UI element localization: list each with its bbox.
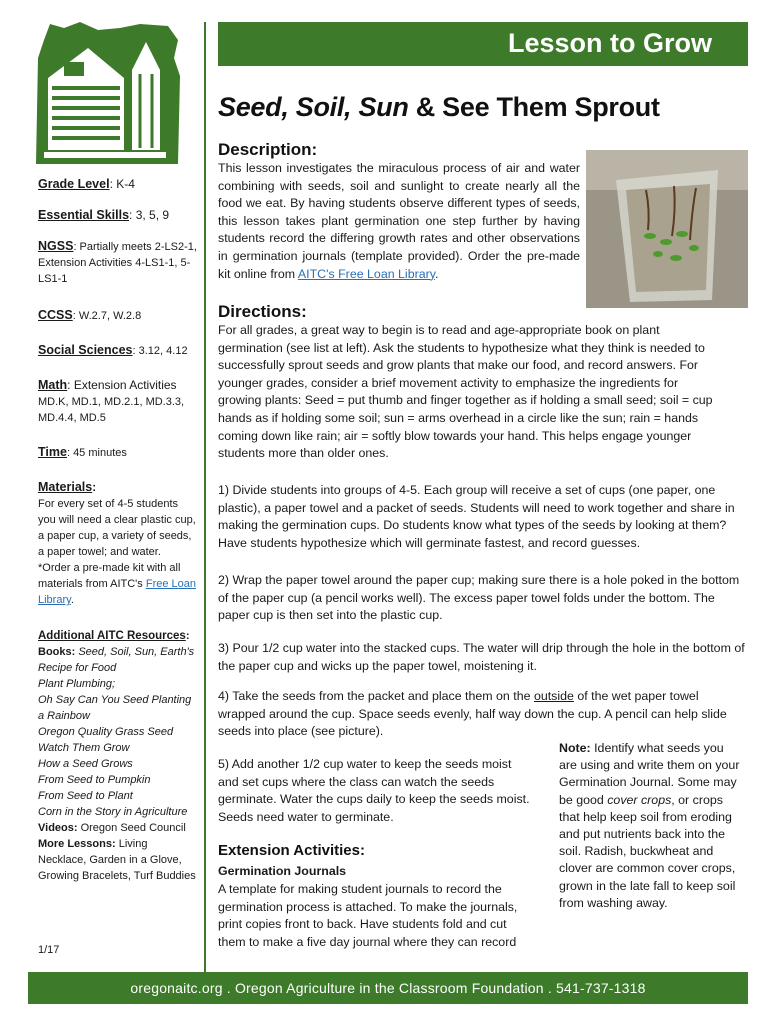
aitc-free-loan-library-link[interactable]: AITC's Free Loan Library xyxy=(297,266,435,281)
social-sciences: Social Sciences: 3.12, 4.12 xyxy=(38,343,188,357)
essential-skills: Essential Skills: 3, 5, 9 xyxy=(38,208,170,222)
directions-step-4: 4) Take the seeds from the packet and place them on the outside of the wet paper towel wrapped around the cup. Space seeds evenly, half way down the cup. A pencil can help slide seeds into place (see picture). xyxy=(218,689,727,739)
page-number: 1/17 xyxy=(38,944,60,956)
sidebar xyxy=(38,176,198,884)
grade-level: Grade Level: K-4 xyxy=(38,177,135,191)
ngss-standards: NGSS: Partially meets 2-LS2-1, Extension Activities 4-LS1-1, 5-LS1-1 xyxy=(38,239,197,285)
oregon-barn-logo xyxy=(28,18,198,168)
lesson-title-italic: Seed, Soil, Sun xyxy=(218,92,409,122)
math-standards: Math: Extension Activities MD.K, MD.1, MD.2.1, MD.3.3, MD.4.4, MD.5 xyxy=(38,378,185,424)
directions-step-5: 5) Add another 1/2 cup water to keep the seeds moist and set cups where the class can watch the seeds germinate. Water the cups daily to keep the seeds moist. Seeds need water to germinate. xyxy=(218,757,530,824)
description-heading: Description: xyxy=(218,140,318,159)
description-text: This lesson investigates the miraculous process of air and water combining with seeds, soil and sunlight to create nearly all the food we eat. By having students observe different types of seeds, this lesson takes plant germination one step further by having students record the differing growth rates and other observations in germination journals (template provided). Order the pre-made kit online from AITC's Free Loan Library. xyxy=(218,161,580,281)
lesson-title-rest: & See Them Sprout xyxy=(408,92,660,122)
note-box: Note: Identify what seeds you are using and write them on your Germination Journal. Some may be good cover crops, or crops that help keep soil from eroding and put nutrients back into the soil. Radish, buckwheat and clover are common cover crops, grown in the late fall to keep soil from washing away. xyxy=(546,738,746,938)
footer-bar: oregonaitc.org . Oregon Agriculture in the Classroom Foundation . 541-737-1318 xyxy=(28,972,748,1004)
ccss-standards: CCSS: W.2.7, W.2.8 xyxy=(38,308,142,322)
germination-cup-photo xyxy=(586,150,748,308)
directions-step-2: 2) Wrap the paper towel around the paper cup; making sure there is a hole poked in the bottom of the paper cup (a pencil works well). The excess paper towel folds under the bottom. The paper cup is then set into the plastic cup. xyxy=(218,573,740,623)
directions-step-3: 3) Pour 1/2 cup water into the stacked cups. The water will drip through the hole in the bottom of the paper cup and wicks up the paper towel, moistening it. xyxy=(218,641,745,673)
time-required: Time: 45 minutes xyxy=(38,445,127,459)
sidebar-divider xyxy=(204,22,206,972)
directions-step-1: 1) Divide students into groups of 4-5. Each group will receive a set of cups (one paper, one plastic), a paper towel and a packet of seeds. Students will need to work together and share in making the germination cups. Do students know what types of the seeds by looking at them? Have students hypothesize which will germinate fastest, and record guesses. xyxy=(218,483,735,550)
lesson-title xyxy=(218,92,660,123)
banner-title: Lesson to Grow xyxy=(507,28,712,58)
lesson-banner xyxy=(218,22,748,66)
additional-resources: Additional AITC Resources: Books: Seed, Soil, Sun, Earth's Recipe for Food Plant Plumbing; Oh Say Can You Seed Planting a Rainbow Oregon Quality Grass Seed Watch Them Grow How a Seed Grows From Seed to Pumpkin From Seed to Plant Corn in the Story in Agriculture Videos: Oregon Seed Council More Lessons: Living Necklace, Garden in a Glove, Growing Bracelets, Turf Buddies xyxy=(38,630,196,882)
extension-text: A template for making student journals to record the germination process is attached. To make the journals, print copies front to back. Have students fold and cut them to make a five day journal where they can record xyxy=(218,882,518,949)
directions-heading: Directions: xyxy=(218,302,307,321)
directions-intro: For all grades, a great way to begin is to read and age-appropriate book on plant germination (see list at left). Ask the students to hypothesize what they think is needed to successfully sprout seeds and grow plants that make our food, and record answers. For younger grades, consider a brief movement activity to emphasize the ingredients for growing plants: Seed = put thumb and finger together as if holding a small seed; soil = cup hands as if holding some soil; sun = arms overhead in a circle like the sun; rain = hands coming down like rain; air = softly blow towards your hand. This helps engage younger students more than older ones. xyxy=(218,323,713,461)
extension-subheading: Germination Journals xyxy=(218,864,347,878)
free-loan-library-link[interactable]: Free Loan Library xyxy=(38,578,196,606)
materials: Materials: For every set of 4-5 students you will need a clear plastic cup, a paper cup, a variety of seeds, a paper towel; and water. *Order a pre-made kit with all materials from AITC's Free Loan Library. xyxy=(38,480,196,606)
extension-heading: Extension Activities: xyxy=(218,842,365,859)
